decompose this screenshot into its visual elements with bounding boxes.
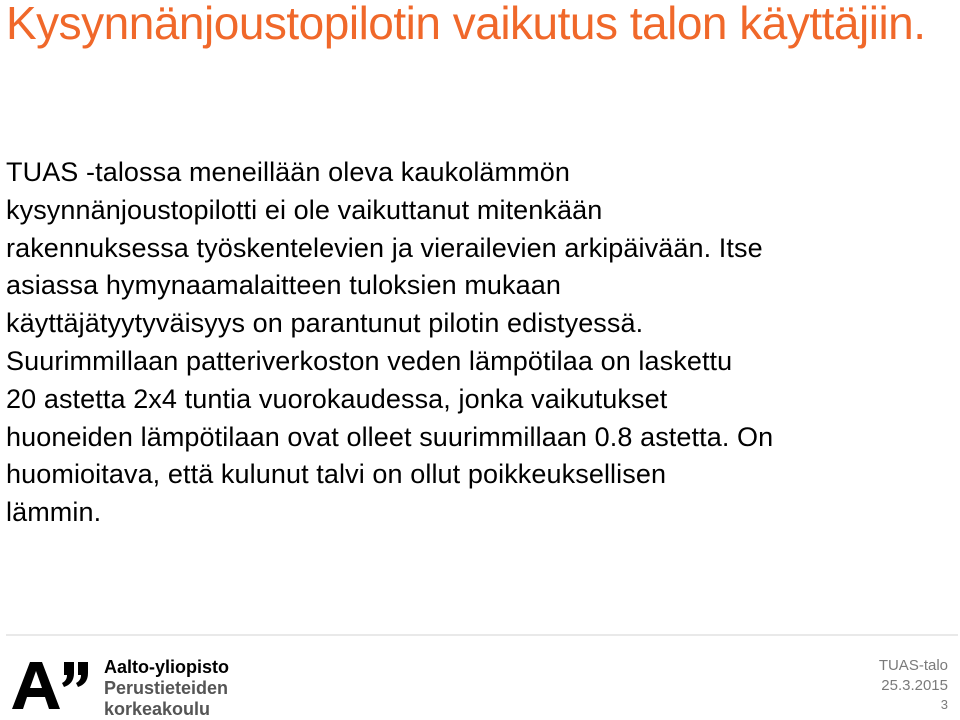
slide-title: Kysynnänjoustopilotin vaikutus talon käyttäjiin. [6,0,926,49]
body-line: 20 astetta 2x4 tuntia vuorokaudessa, jonka vaikutukset [6,383,668,414]
body-line: lämmin. [6,497,102,528]
logo-wordmark [104,657,229,720]
body-line: käyttäjätyytyväisyys on parantunut pilotin edistyessä. [6,308,644,339]
footer-building: TUAS-talo [878,657,948,674]
logo-line-school: Perustieteiden [104,678,229,698]
footer-date: 25.3.2015 [881,677,948,694]
aalto-logo-icon [12,660,92,710]
page-number: 3 [940,697,948,712]
body-line: rakennuksessa työskentelevien ja vierailevien arkipäivään. Itse [6,232,763,263]
body-line: huomioitava, että kulunut talvi on ollut poikkeuksellisen [6,459,667,490]
body-line: Suurimmillaan patteriverkoston veden lämpötilaa on laskettu [6,345,733,376]
body-line: asiassa hymynaamalaitteen tuloksien mukaan [6,270,561,301]
body-line: kysynnänjoustopilotti ei ole vaikuttanut mitenkään [6,194,603,225]
logo-line-school-2: korkeakoulu [104,699,211,719]
slide-body-text [6,154,958,532]
footer-meta [879,656,948,714]
body-line: TUAS -talossa meneillään oleva kaukolämmön [6,157,570,187]
logo-line-university: Aalto-yliopisto [104,657,229,677]
body-line: huoneiden lämpötilaan ovat olleet suurimmillaan 0.8 astetta. On [6,421,774,452]
footer-divider [6,634,958,636]
